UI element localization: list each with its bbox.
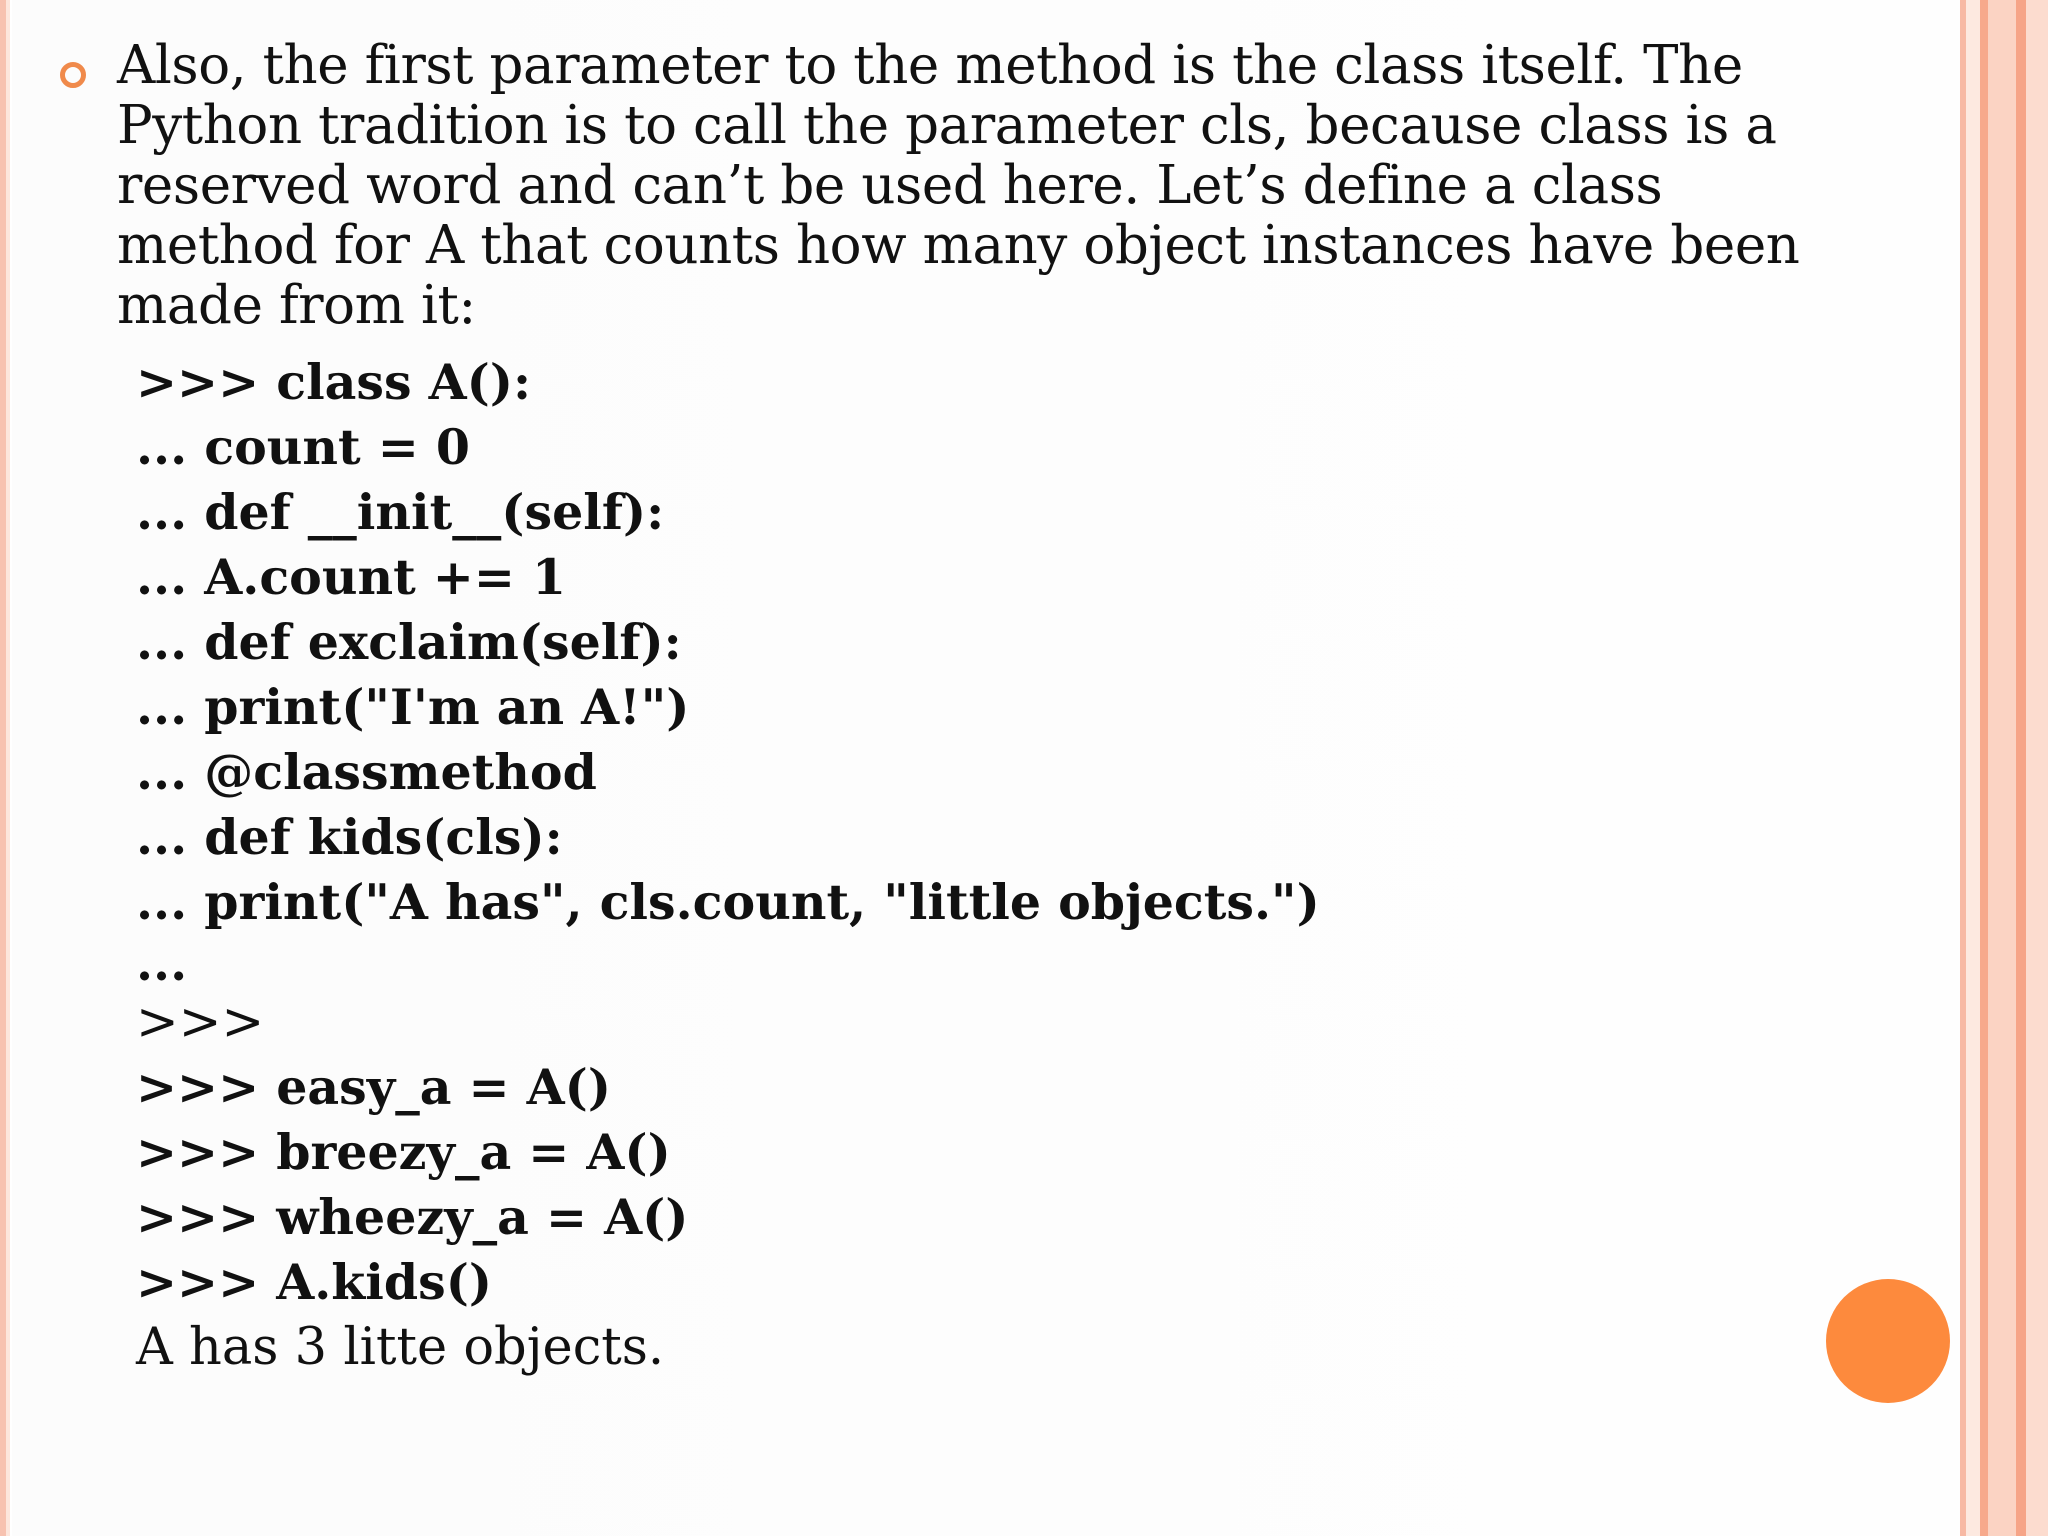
paragraph-line: method for A that counts how many object instances have been [117,215,1800,276]
right-border-stripe-5 [2016,0,2026,1536]
code-line: ... A.count += 1 [136,548,567,606]
paragraph-line: Python tradition is to call the parameter cls, because class is a [117,95,1777,156]
left-border-stripe-light [6,0,10,1536]
code-line: ... count = 0 [136,418,470,476]
code-line: >>> [136,993,265,1052]
paragraph-line: reserved word and can’t be used here. Let’s define a class [117,155,1663,216]
code-line: >>> breezy_a = A() [136,1123,671,1181]
ring-bullet-icon [60,62,86,88]
right-border-stripe-2 [1966,0,1980,1536]
paragraph-line: made from it: [117,275,476,336]
paragraph-line: Also, the first parameter to the method is the class itself. The [117,35,1743,96]
orange-circle-decoration [1826,1279,1950,1403]
code-line: >>> easy_a = A() [136,1058,612,1116]
right-border-stripe-3 [1980,0,1988,1536]
code-line: >>> A.kids() [136,1253,493,1311]
code-line: ... [136,934,188,992]
right-border-stripe-4 [1988,0,2016,1536]
code-line: ... print("A has", cls.count, "little objects.") [136,873,1320,931]
code-line: ... def kids(cls): [136,808,563,866]
code-line: ... @classmethod [136,743,597,801]
code-line: >>> wheezy_a = A() [136,1188,689,1246]
bullet-paragraph [117,36,1947,336]
code-line: >>> class A(): [136,353,532,411]
code-example [136,350,1436,1380]
code-line: ... def __init__(self): [136,483,665,541]
code-line: ... print("I'm an A!") [136,678,690,736]
code-output-line: A has 3 litte objects. [136,1318,665,1377]
code-line: ... def exclaim(self): [136,613,682,671]
right-border-stripe-6 [2026,0,2048,1536]
